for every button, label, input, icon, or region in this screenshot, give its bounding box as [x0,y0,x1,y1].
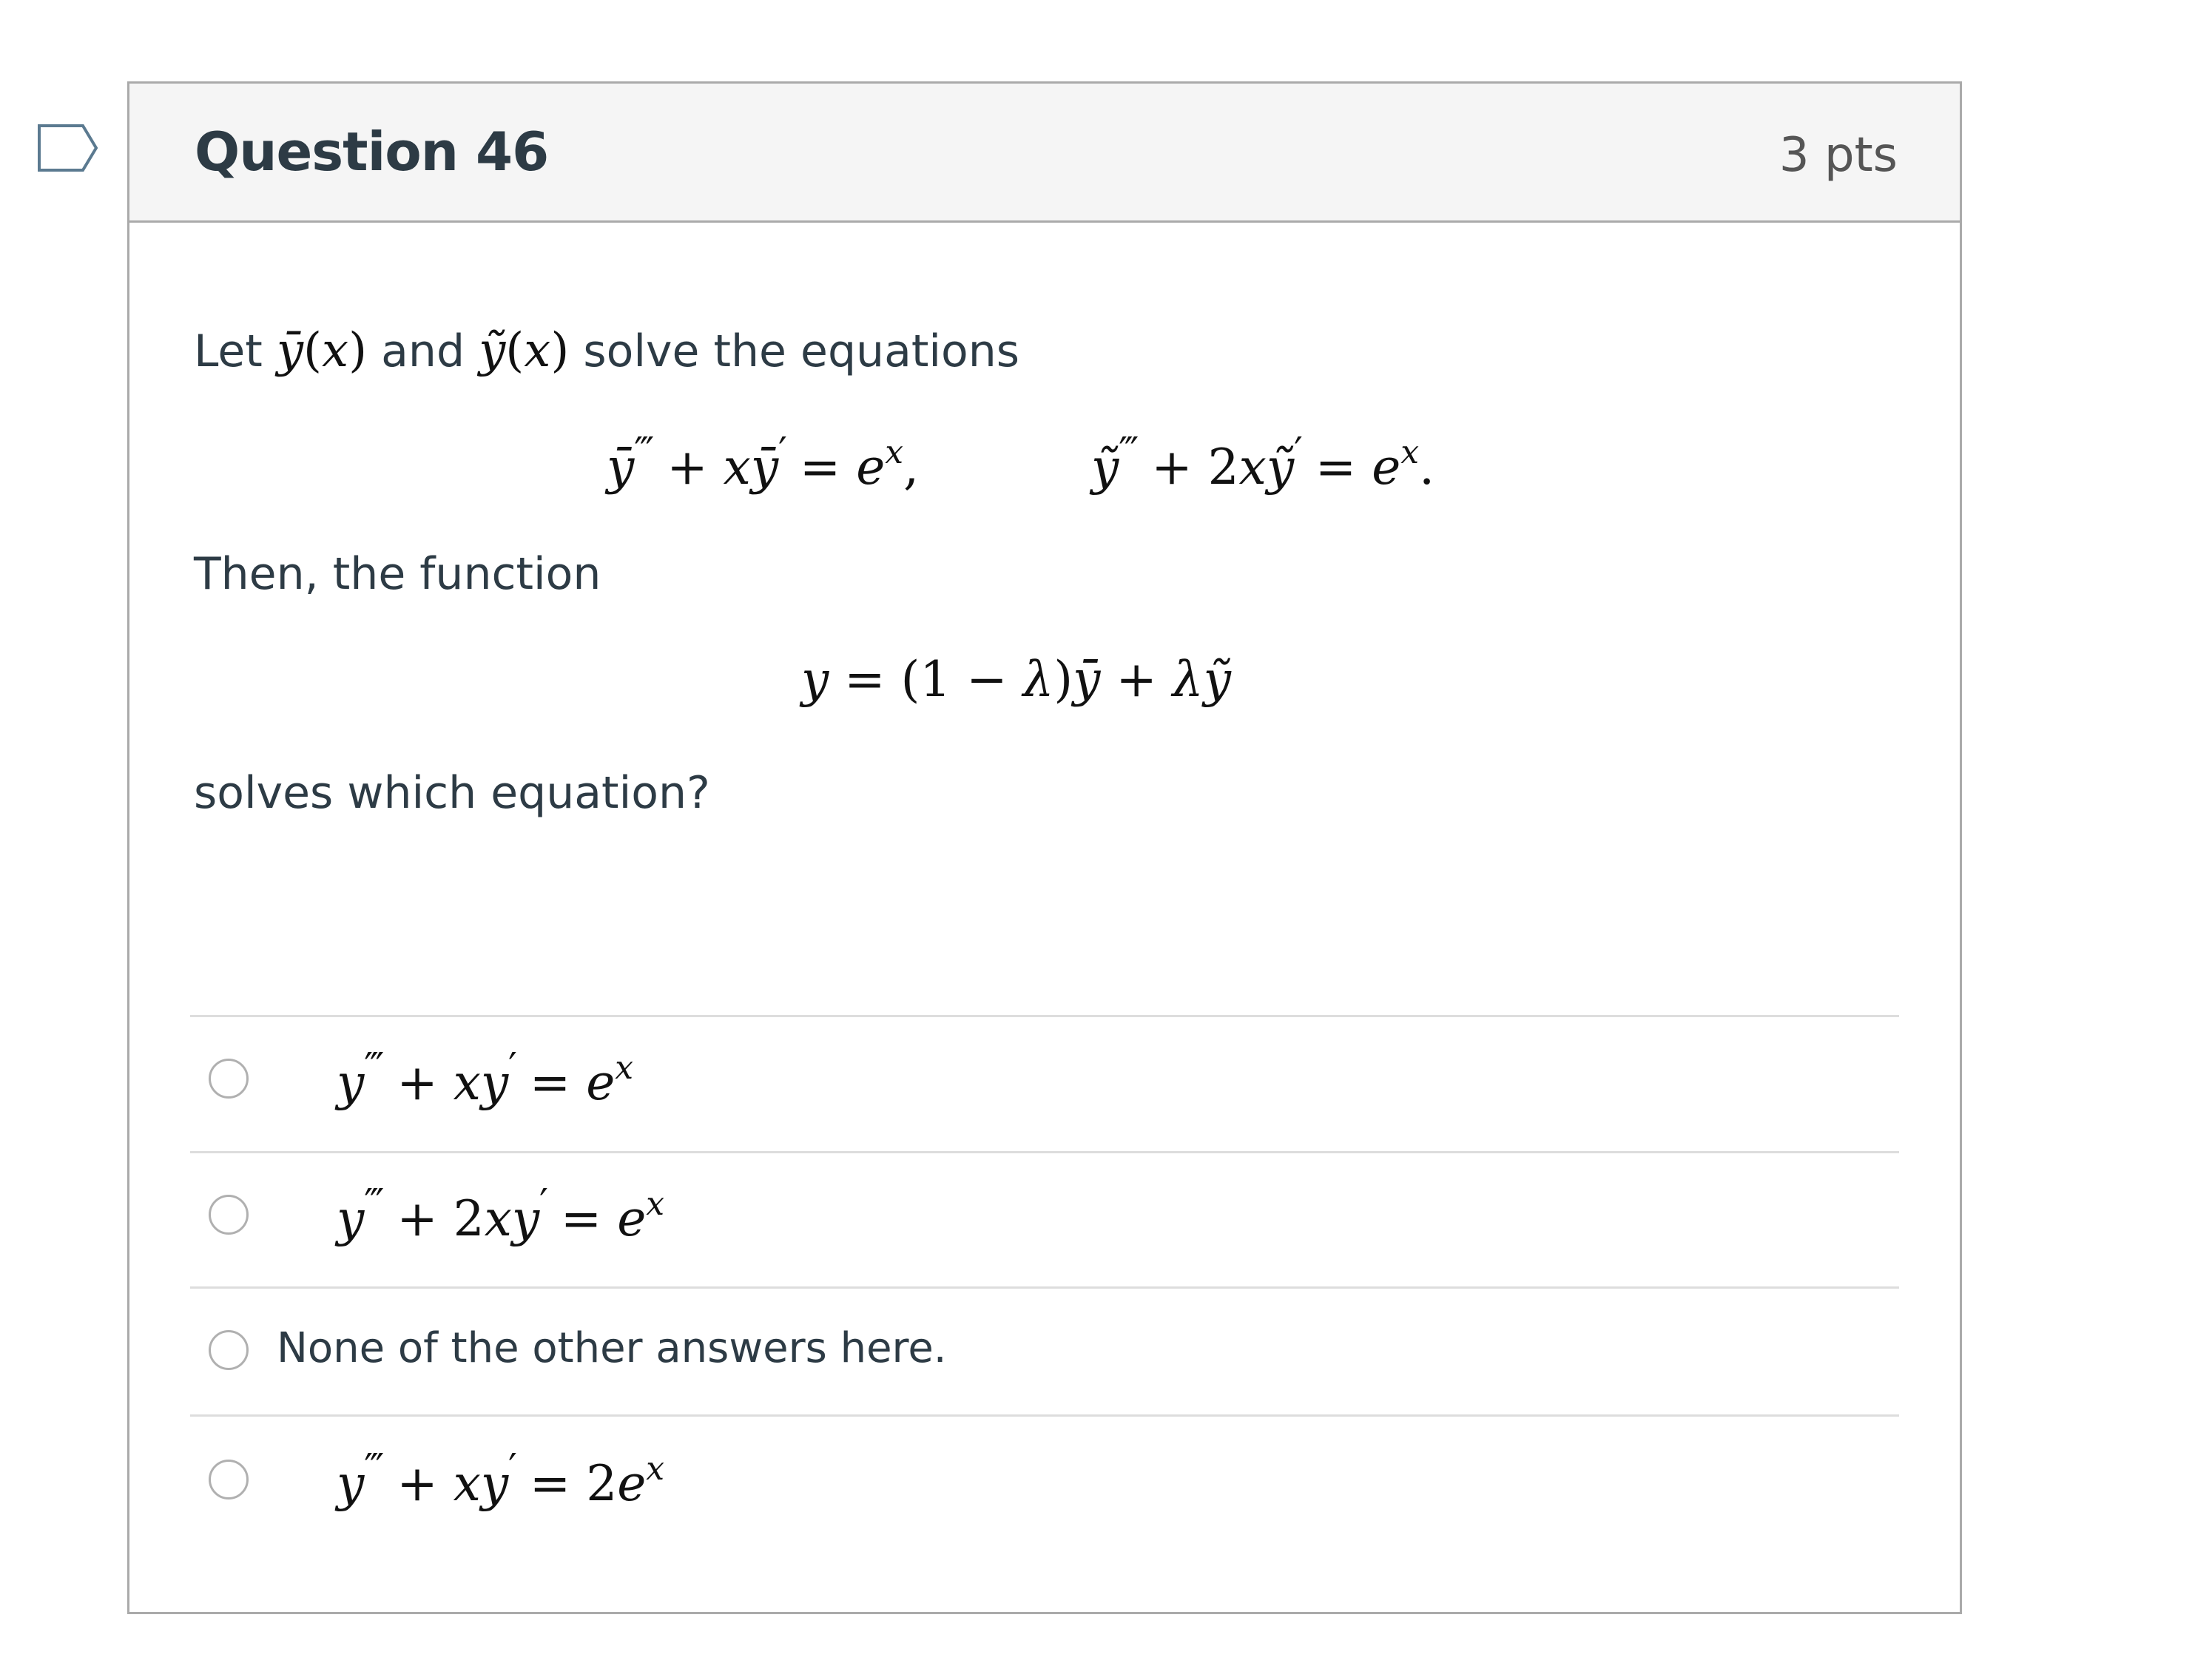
answer-radio-4[interactable] [209,1460,249,1499]
answer-math-1: $y^‴ + xy' = e^x$ [337,1045,634,1111]
question-points: 3 pts [1778,128,1898,183]
answer-radio-2[interactable] [209,1195,249,1235]
function-definition: y = (1 − λ)ȳ + λỹ [801,651,1231,708]
answer-divider [190,1414,1899,1417]
answer-radio-3[interactable] [209,1330,249,1370]
answer-option-2[interactable] [190,1154,1899,1286]
answer-radio-1[interactable] [209,1059,249,1099]
equation-ybar: ȳ‴ + xȳ′ = $e^x$, [607,430,920,496]
answer-divider [190,1015,1899,1017]
equation-ytilde: ỹ‴ + 2xỹ′ = $e^x$. [1091,430,1435,496]
intro-text-3: solve the equations [569,325,1020,377]
answer-option-1[interactable] [190,1018,1899,1151]
intro-text-2: and [367,325,479,377]
question-header [129,84,1960,223]
math-ytilde-of-x: ỹ(x) [479,323,570,378]
answer-label-3: None of the other answers here. [277,1324,947,1372]
question-intro [194,320,1019,382]
intro-text-1: Let [194,325,277,377]
question-prompt: solves which equation? [194,767,710,819]
answer-divider [190,1151,1899,1153]
question-title: Question 46 [195,121,549,183]
answer-math-2: $y^‴ + 2xy' = e^x$ [337,1181,665,1247]
answer-option-4[interactable] [190,1417,1899,1543]
answer-option-3[interactable] [190,1289,1899,1414]
answer-divider [190,1286,1899,1289]
flag-question-icon[interactable] [37,124,99,172]
then-text: Then, the function [194,548,601,600]
math-ybar-of-x: ȳ(x) [276,323,368,378]
answer-math-4: $y^‴ + xy' = 2e^x$ [337,1446,665,1512]
